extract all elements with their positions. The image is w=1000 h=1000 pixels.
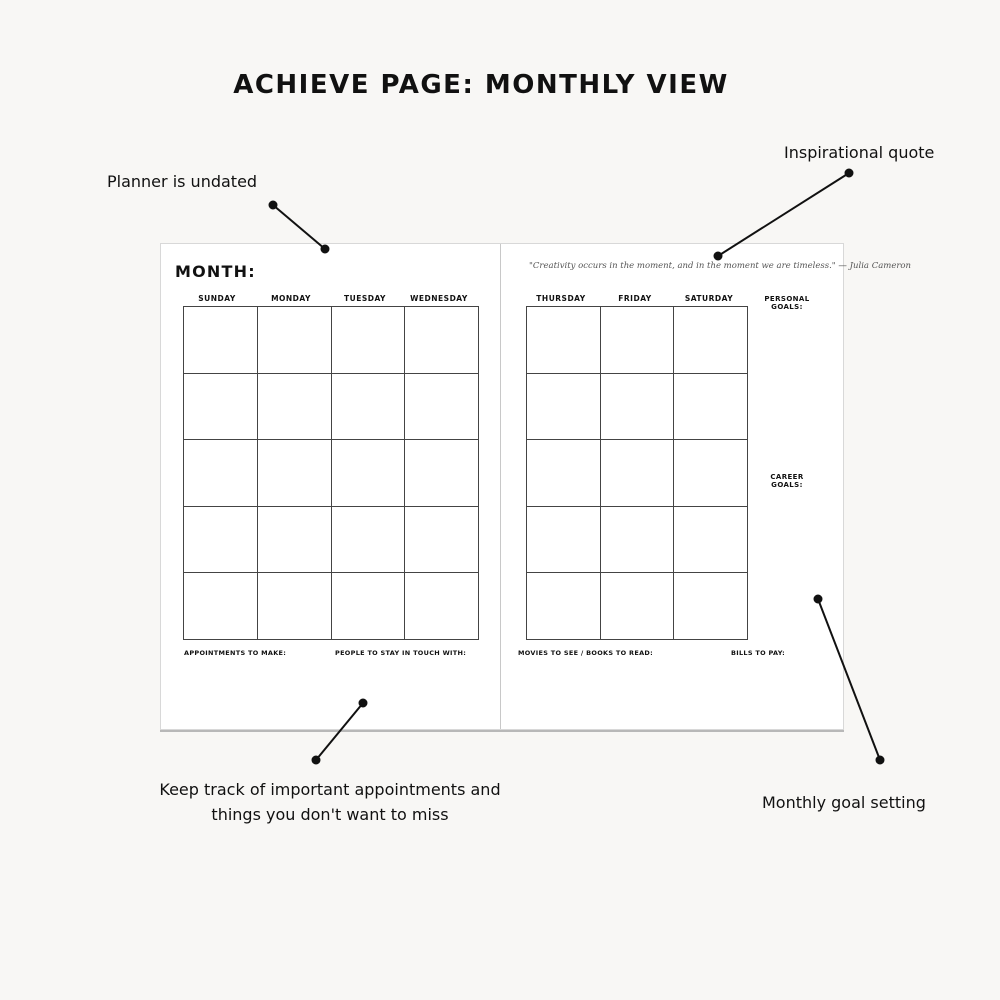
calendar-cell[interactable] bbox=[674, 307, 748, 374]
callout-appointments-line2: things you don't want to miss bbox=[211, 805, 449, 824]
career-goals-line1: CAREER bbox=[770, 473, 804, 481]
calendar-cell[interactable] bbox=[332, 374, 406, 441]
calendar-cell[interactable] bbox=[405, 374, 479, 441]
day-header-wednesday: WEDNESDAY bbox=[410, 294, 468, 303]
calendar-cell[interactable] bbox=[601, 573, 675, 640]
calendar-cell[interactable] bbox=[332, 440, 406, 507]
callout-undated: Planner is undated bbox=[107, 172, 258, 191]
leader-dot bbox=[313, 757, 320, 764]
footer-movies: MOVIES TO SEE / BOOKS TO READ: bbox=[518, 649, 654, 657]
calendar-cell[interactable] bbox=[184, 374, 258, 441]
calendar-cell[interactable] bbox=[184, 573, 258, 640]
day-header-friday: FRIDAY bbox=[618, 294, 652, 303]
calendar-cell[interactable] bbox=[184, 440, 258, 507]
calendar-cell[interactable] bbox=[601, 307, 675, 374]
calendar-cell[interactable] bbox=[527, 507, 601, 574]
footer-appointments: APPOINTMENTS TO MAKE: bbox=[184, 649, 287, 657]
calendar-cell[interactable] bbox=[674, 440, 748, 507]
inspirational-quote: "Creativity occurs in the moment, and in the moment we are timeless." — Julia Cameron bbox=[529, 261, 912, 271]
career-goals-label bbox=[752, 473, 822, 489]
month-label: MONTH: bbox=[175, 262, 256, 281]
spread-gutter bbox=[500, 244, 501, 729]
calendar-cell[interactable] bbox=[527, 374, 601, 441]
callout-quote: Inspirational quote bbox=[784, 143, 935, 162]
footer-bills: BILLS TO PAY: bbox=[731, 649, 786, 657]
day-header-monday: MONDAY bbox=[271, 294, 311, 303]
personal-goals-line1: PERSONAL bbox=[764, 295, 810, 303]
personal-goals-line2: GOALS: bbox=[771, 303, 803, 311]
calendar-cell[interactable] bbox=[405, 307, 479, 374]
calendar-cell[interactable] bbox=[258, 440, 332, 507]
personal-goals-label bbox=[752, 295, 822, 311]
calendar-cell[interactable] bbox=[527, 573, 601, 640]
calendar-cell[interactable] bbox=[405, 440, 479, 507]
callout-appointments bbox=[140, 777, 520, 827]
day-header-sunday: SUNDAY bbox=[198, 294, 236, 303]
calendar-cell[interactable] bbox=[674, 507, 748, 574]
callout-appointments-line1: Keep track of important appointments and bbox=[159, 780, 501, 799]
day-header-thursday: THURSDAY bbox=[536, 294, 586, 303]
calendar-grid-right bbox=[526, 306, 748, 640]
day-header-saturday: SATURDAY bbox=[684, 294, 734, 303]
calendar-cell[interactable] bbox=[601, 507, 675, 574]
calendar-cell[interactable] bbox=[258, 374, 332, 441]
calendar-cell[interactable] bbox=[332, 573, 406, 640]
calendar-cell[interactable] bbox=[405, 507, 479, 574]
calendar-cell[interactable] bbox=[258, 507, 332, 574]
calendar-cell[interactable] bbox=[184, 507, 258, 574]
calendar-cell[interactable] bbox=[601, 440, 675, 507]
leader-dot bbox=[846, 170, 853, 177]
career-goals-line2: GOALS: bbox=[771, 481, 803, 489]
calendar-grid-left bbox=[183, 306, 479, 640]
planner-spread bbox=[160, 243, 912, 730]
calendar-cell[interactable] bbox=[332, 507, 406, 574]
page-heading: ACHIEVE PAGE: MONTHLY VIEW bbox=[233, 70, 729, 100]
calendar-cell[interactable] bbox=[674, 374, 748, 441]
calendar-cell[interactable] bbox=[527, 307, 601, 374]
calendar-cell[interactable] bbox=[674, 573, 748, 640]
callout-goals: Monthly goal setting bbox=[762, 793, 926, 812]
calendar-cell[interactable] bbox=[184, 307, 258, 374]
leader-dot bbox=[270, 202, 277, 209]
calendar-cell[interactable] bbox=[405, 573, 479, 640]
footer-people: PEOPLE TO STAY IN TOUCH WITH: bbox=[335, 649, 467, 657]
leader-dot bbox=[877, 757, 884, 764]
calendar-cell[interactable] bbox=[601, 374, 675, 441]
calendar-cell[interactable] bbox=[258, 307, 332, 374]
day-header-tuesday: TUESDAY bbox=[344, 294, 386, 303]
calendar-cell[interactable] bbox=[258, 573, 332, 640]
calendar-cell[interactable] bbox=[527, 440, 601, 507]
calendar-cell[interactable] bbox=[332, 307, 406, 374]
